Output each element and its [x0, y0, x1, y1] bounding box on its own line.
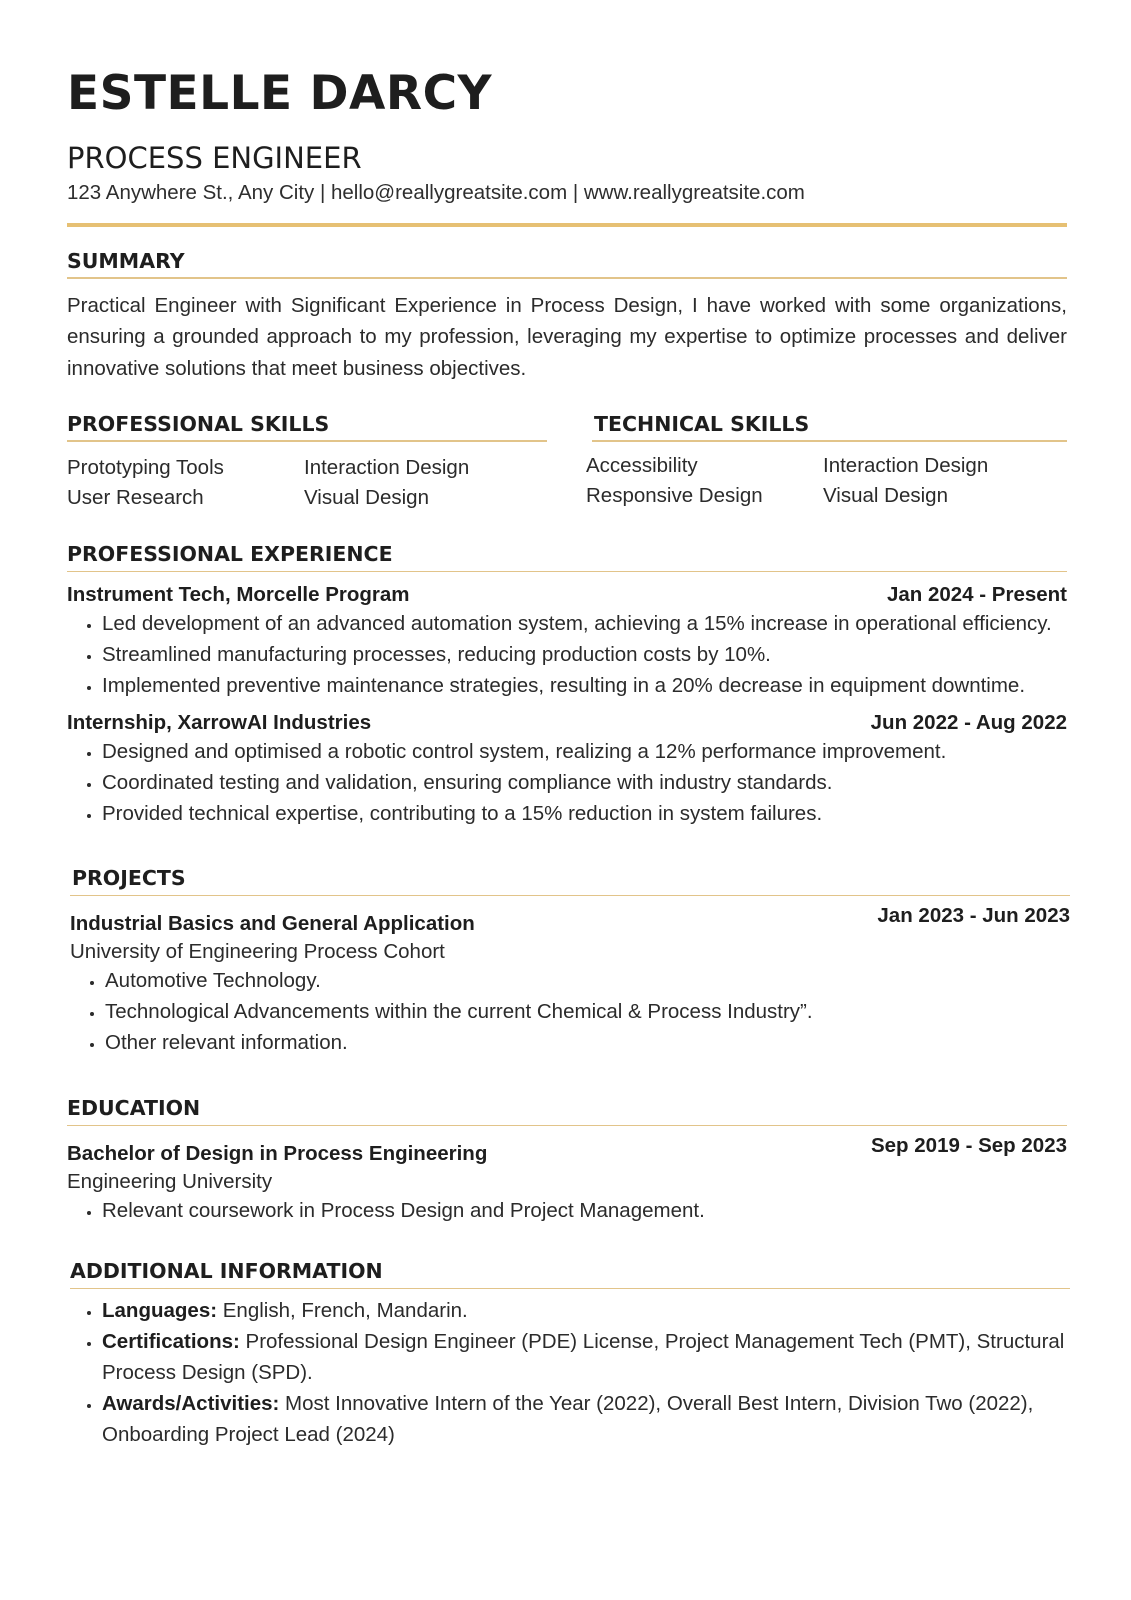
projects-section	[67, 864, 1070, 1059]
list-item	[102, 1296, 1067, 1327]
additional-divider	[70, 1288, 1070, 1290]
education-header	[67, 1132, 1067, 1168]
summary-divider	[67, 277, 1067, 279]
additional-heading: ADDITIONAL INFORMATION	[70, 1258, 383, 1283]
summary-text: Practical Engineer with Significant Experience in Process Design, I have worked with some organizations, ensuring a grounded approach to my profession, leveraging my expertise to optimize processes and deliver innovative solutions that meet business objectives.	[67, 293, 1067, 380]
technical-skills	[586, 410, 1067, 513]
list-item: • Automotive Technology.	[105, 966, 1070, 997]
additional-section	[67, 1257, 1067, 1450]
job-dates: Jun 2022 - Aug 2022	[870, 711, 1067, 735]
job-title: PROCESS ENGINEER	[67, 141, 362, 175]
list-item: • Coordinated testing and validation, ensuring compliance with industry standards.	[102, 768, 1067, 799]
school-name: Engineering University	[67, 1170, 273, 1194]
education-bullets	[67, 1196, 1067, 1227]
contact-line: 123 Anywhere St., Any City | hello@reallygreatsite.com | www.reallygreatsite.com	[67, 181, 805, 204]
technical-skills-divider	[592, 440, 1067, 442]
education-section	[67, 1094, 1067, 1227]
list-item: • Designed and optimised a robotic control system, realizing a 12% performance improvement.	[102, 737, 1067, 768]
skill-item: Prototyping Tools	[67, 455, 224, 479]
item-text: Most Innovative Intern of the Year (2022), Overall Best Intern, Division Two (2022), Onboarding Project Lead (2024)	[102, 1391, 1034, 1446]
project-dates: Jan 2023 - Jun 2023	[877, 904, 1070, 928]
additional-list	[67, 1296, 1067, 1450]
professional-skills-list	[67, 453, 547, 513]
experience-divider	[67, 571, 1067, 573]
project-header	[70, 902, 1070, 938]
list-item: • Technological Advancements within the current Chemical & Process Industry”.	[105, 997, 1070, 1028]
item-text: Professional Design Engineer (PDE) License, Project Management Tech (PMT), Structural Process Design (SPD).	[102, 1330, 1065, 1385]
list-item: • Other relevant information.	[105, 1028, 1070, 1059]
item-label: Awards/Activities:	[102, 1391, 280, 1415]
skill-item: User Research	[67, 485, 204, 509]
job-header	[67, 709, 1067, 737]
job-title-company: Instrument Tech, Morcelle Program	[67, 583, 410, 606]
degree-name: Bachelor of Design in Process Engineering	[67, 1142, 488, 1166]
list-item	[102, 1327, 1067, 1389]
education-heading: EDUCATION	[67, 1095, 201, 1120]
project-title: Industrial Basics and General Application	[70, 912, 475, 936]
item-label: Languages:	[102, 1299, 218, 1323]
list-item: • Relevant coursework in Process Design and Project Management.	[102, 1196, 1067, 1227]
job-title-company: Internship, XarrowAI Industries	[67, 711, 372, 735]
professional-skills-heading: PROFESSIONAL SKILLS	[67, 412, 330, 436]
skill-item: Responsive Design	[586, 483, 763, 507]
skill-item: Visual Design	[823, 483, 948, 507]
list-item: • Streamlined manufacturing processes, reducing production costs by 10%.	[102, 640, 1067, 671]
list-item	[102, 1389, 1067, 1451]
professional-skills	[67, 410, 547, 513]
skill-item: Interaction Design	[304, 455, 470, 479]
resume-page	[67, 66, 1070, 1450]
job-bullets	[67, 737, 1067, 829]
experience-section	[67, 540, 1067, 830]
skill-item: Interaction Design	[823, 453, 989, 477]
header-divider	[67, 223, 1067, 227]
job-entry	[67, 709, 1067, 829]
skill-item: Visual Design	[304, 485, 429, 509]
job-header	[67, 581, 1067, 609]
job-bullets	[67, 609, 1067, 701]
projects-heading: PROJECTS	[72, 865, 186, 890]
education-entry	[67, 1132, 1067, 1227]
technical-skills-list	[586, 451, 1067, 511]
projects-divider	[70, 895, 1070, 897]
technical-skills-heading: TECHNICAL SKILLS	[594, 412, 810, 436]
education-divider	[67, 1125, 1067, 1127]
education-dates: Sep 2019 - Sep 2023	[870, 1134, 1067, 1158]
experience-heading: PROFESSIONAL EXPERIENCE	[67, 541, 393, 566]
summary-section	[67, 247, 1067, 384]
list-item: • Implemented preventive maintenance strategies, resulting in a 20% decrease in equipment downtime.	[102, 671, 1067, 702]
list-item: • Led development of an advanced automation system, achieving a 15% increase in operational efficiency.	[102, 609, 1067, 640]
project-organization: University of Engineering Process Cohort	[70, 940, 445, 964]
list-item: • Provided technical expertise, contributing to a 15% reduction in system failures.	[102, 799, 1067, 830]
project-entry	[67, 902, 1070, 1058]
professional-skills-divider	[67, 440, 547, 442]
item-label: Certifications:	[102, 1330, 240, 1354]
item-text: English, French, Mandarin.	[217, 1299, 468, 1323]
job-entry	[67, 581, 1067, 701]
candidate-name: ESTELLE DARCY	[67, 66, 493, 121]
skills-section	[67, 410, 1067, 513]
skill-item: Accessibility	[586, 453, 698, 477]
job-dates: Jan 2024 - Present	[886, 583, 1067, 606]
project-bullets	[70, 966, 1070, 1058]
summary-heading: SUMMARY	[67, 249, 185, 273]
